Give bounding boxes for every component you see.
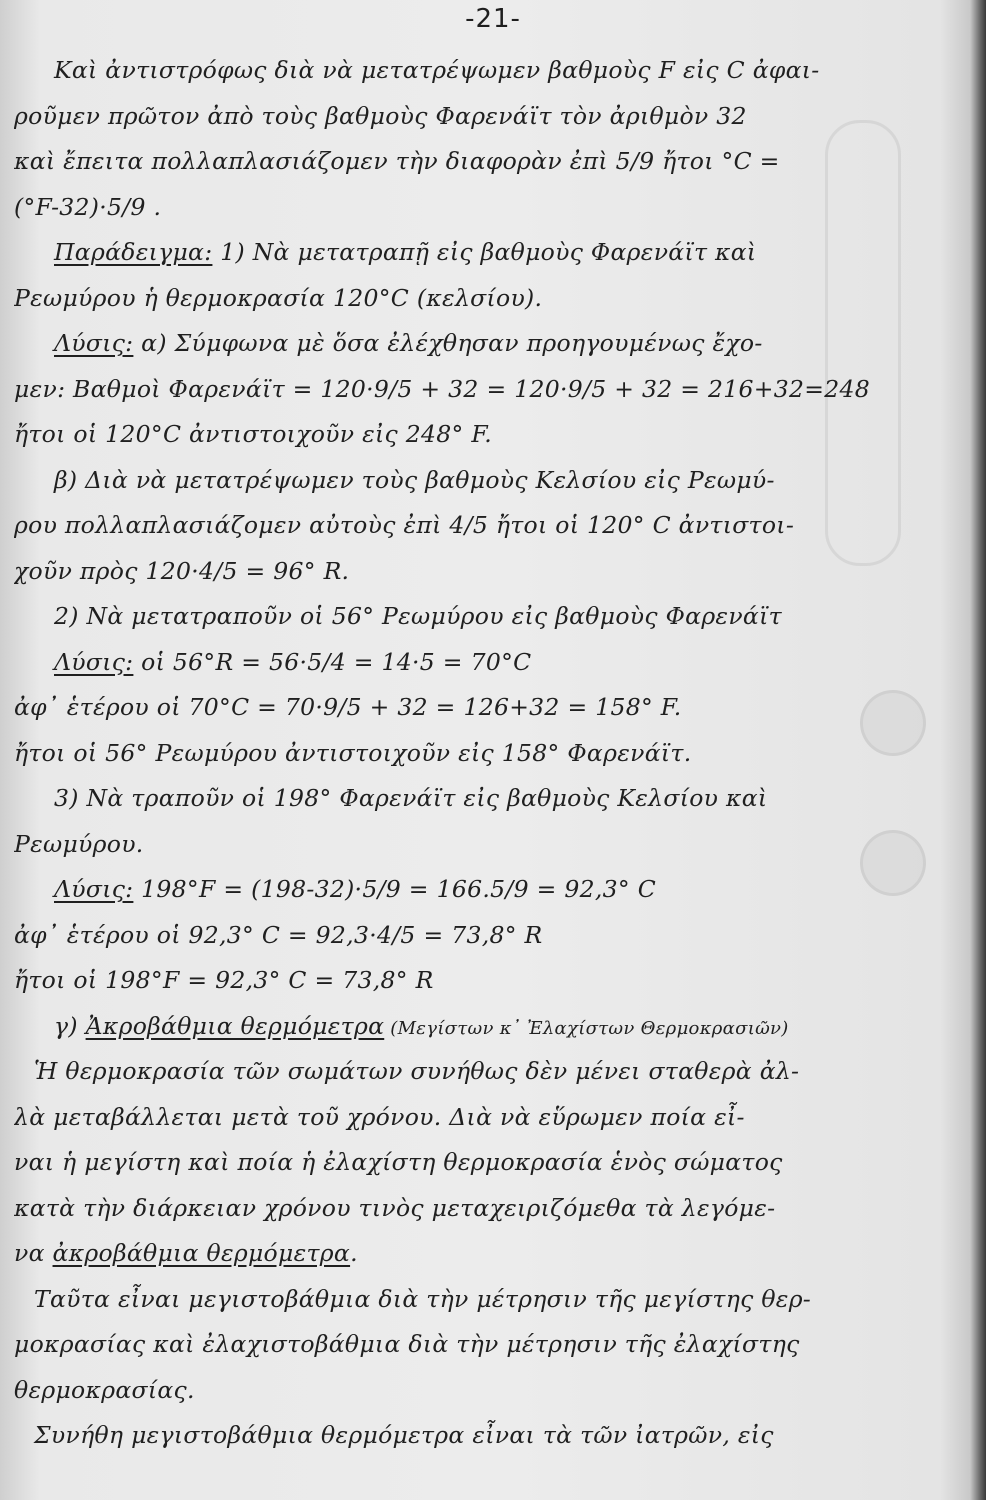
text-line: Ἡ θερμοκρασία τῶν σωμάτων συνήθως δὲν μένει σταθερὰ ἀλ- [34, 1057, 800, 1085]
text-line: Ταῦτα εἶναι μεγιστοβάθμια διὰ τὴν μέτρησιν τῆς μεγίστης θερ- [34, 1284, 812, 1313]
text-line: Λύσις: α) Σύμφωνα μὲ ὅσα ἐλέχθησαν προηγουμένως ἔχο- [54, 329, 763, 357]
text-line: Λύσις: 198°F = (198-32)·5/9 = 166.5/9 = 92,3° C [54, 875, 656, 903]
heading-solution: Λύσις: [54, 329, 134, 357]
text-line: (°F-32)·5/9 . [14, 192, 162, 221]
text-line: Λύσις: οἱ 56°R = 56·5/4 = 14·5 = 70°C [54, 647, 532, 676]
text-line: 2) Νὰ μετατραποῦν οἱ 56° Ρεωμύρου εἰς βαθμοὺς Φαρενάϊτ [54, 602, 782, 630]
text-line: χοῦν πρὸς 120·4/5 = 96° R. [14, 556, 350, 585]
text-line: ἀφ᾽ ἑτέρου οἱ 92,3° C = 92,3·4/5 = 73,8° R [14, 920, 543, 949]
text-line: Παράδειγμα: 1) Νὰ μετατραπῇ εἰς βαθμοὺς Φαρενάϊτ καὶ [54, 238, 757, 266]
text-line: Συνήθη μεγιστοβάθμια θερμόμετρα εἶναι τὰ τῶν ἰατρῶν, εἰς [34, 1421, 774, 1449]
text-line: 3) Νὰ τραποῦν οἱ 198° Φαρενάϊτ εἰς βαθμοὺς Κελσίου καὶ [54, 784, 768, 812]
heading-extreme-thermometers: Ἀκροβάθμια θερμόμετρα [85, 1011, 385, 1040]
text-line: ἤτοι οἱ 120°C ἀντιστοιχοῦν εἰς 248° F. [14, 420, 493, 448]
heading-solution: Λύσις: [54, 647, 134, 676]
text-line: ἤτοι οἱ 56° Ρεωμύρου ἀντιστοιχοῦν εἰς 158° Φαρενάϊτ. [14, 738, 692, 767]
text-line: Καὶ ἀντιστρόφως διὰ νὰ μετατρέψωμεν βαθμοὺς F εἰς C ἀφαι- [54, 56, 820, 84]
text-line: θερμοκρασίας. [14, 1375, 195, 1404]
text-line: μεν: Βαθμοὶ Φαρενάϊτ = 120·9/5 + 32 = 120·9/5 + 32 = 216+32=248 [14, 374, 871, 403]
text-line: καὶ ἔπειτα πολλαπλασιάζομεν τὴν διαφορὰν ἐπὶ 5/9 ἤτοι °C = [14, 147, 780, 175]
text-line: ἤτοι οἱ 198°F = 92,3° C = 73,8° R [14, 966, 434, 994]
page-number: -21- [465, 4, 521, 34]
text-line: κατὰ τὴν διάρκειαν χρόνου τινὸς μεταχειριζόμεθα τὰ λεγόμε- [14, 1193, 776, 1222]
text-line: μοκρασίας καὶ ἐλαχιστοβάθμια διὰ τὴν μέτρησιν τῆς ἐλαχίστης [14, 1330, 800, 1358]
term-extreme-thermometers: ἀκροβάθμια θερμόμετρα [52, 1239, 351, 1267]
text-line: ναι ἡ μεγίστη καὶ ποία ἡ ἐλαχίστη θερμοκρασία ἑνὸς σώματος [14, 1148, 783, 1176]
text-line: γ) Ἀκροβάθμια θερμόμετρα (Μεγίστων κ᾽ Ἐλαχίστων Θερμοκρασιῶν) [54, 1011, 789, 1040]
text-line: ἀφ᾽ ἑτέρου οἱ 70°C = 70·9/5 + 32 = 126+32 = 158° F. [14, 693, 682, 721]
text-line: ρου πολλαπλασιάζομεν αὐτοὺς ἐπὶ 4/5 ἤτοι οἱ 120° C ἀντιστοι- [14, 511, 795, 539]
text-line: Ρεωμύρου. [14, 829, 144, 858]
text-line: λὰ μεταβάλλεται μετὰ τοῦ χρόνου. Διὰ νὰ εὕρωμεν ποία εἶ- [14, 1102, 745, 1131]
handwritten-text [14, 48, 944, 1459]
text-line: Ρεωμύρου ἡ θερμοκρασία 120°C (κελσίου). [14, 283, 543, 312]
text-line: να ἀκροβάθμια θερμόμετρα. [14, 1239, 358, 1267]
text-line: ροῦμεν πρῶτον ἀπὸ τοὺς βαθμοὺς Φαρενάϊτ τὸν ἀριθμὸν 32 [14, 101, 747, 130]
heading-solution: Λύσις: [54, 875, 134, 903]
heading-example: Παράδειγμα: [54, 238, 213, 266]
text-line: β) Διὰ νὰ μετατρέψωμεν τοὺς βαθμοὺς Κελσίου εἰς Ρεωμύ- [54, 465, 775, 494]
